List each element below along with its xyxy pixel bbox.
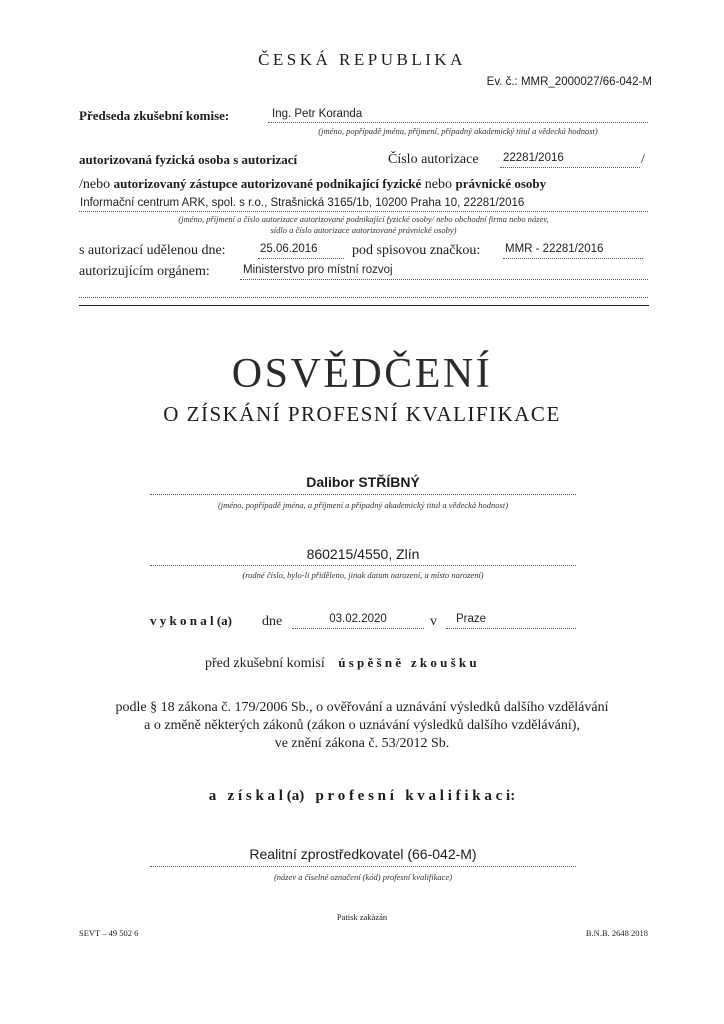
chair-label: Předseda zkušební komise:	[79, 108, 230, 123]
firm-note-line-2: sídlo a číslo autorizace autorizované právnické osoby)	[270, 225, 457, 235]
authorizing-body-label: autorizujícím orgánem:	[79, 264, 210, 279]
chair-note: (jméno, popřípadě jména, příjmení, případný akademický titul a vědecká hodnost)	[318, 126, 598, 136]
certificate-subtitle: O ZÍSKÁNÍ PROFESNÍ KVALIFIKACE	[163, 402, 561, 426]
certificate-title: OSVĚDČENÍ	[231, 351, 493, 397]
exam-date: 03.02.2020	[329, 613, 387, 625]
holder-note: (jméno, popřípadě jména, a příjmení a případný akademický titul a vědecká hodnost)	[217, 500, 509, 510]
law-line-2: a o změně některých zákonů (zákon o uznávání výsledků dalšího vzdělávání),	[144, 718, 580, 733]
chair-name: Ing. Petr Koranda	[272, 108, 363, 120]
chair-dotted-line	[268, 122, 648, 123]
alternative-bold-1: autorizovaný zástupce autorizované podnikající fyzické	[113, 176, 422, 191]
exam-place-dotted-line	[446, 628, 576, 629]
authorized-person-label: autorizovaná fyzická osoba s autorizací	[79, 152, 298, 167]
slash: /	[641, 152, 645, 167]
exam-line	[205, 655, 477, 672]
granted-date: 25.06.2016	[260, 243, 318, 255]
bnb-code: B.N.B. 2648 2018	[585, 928, 648, 938]
holder-dotted-line	[150, 494, 576, 495]
acquired-label: a z í s k a l (a) p r o f e s n í k v a l i f i k a c i:	[208, 788, 516, 804]
birth-note: (rodné číslo, bylo-li přiděleno, jinak datum narození, a místo narození)	[242, 570, 484, 580]
date-label: dne	[262, 614, 283, 629]
exam-date-dotted-line	[292, 628, 424, 629]
alternative-line	[79, 176, 546, 193]
header-separator	[79, 305, 649, 306]
birth-dotted-line	[150, 565, 576, 566]
exam-text: před zkušební komisí	[205, 656, 325, 671]
performed-label: v y k o n a l (a)	[150, 613, 232, 628]
evidence-number: Ev. č.: MMR_2000027/66-042-M	[486, 76, 652, 88]
alternative-mid: nebo	[421, 177, 456, 192]
law-line-3: ve znění zákona č. 53/2012 Sb.	[274, 736, 450, 751]
extra-dotted-line	[79, 297, 648, 298]
birth-value: 860215/4550, Zlín	[306, 546, 420, 562]
firm-note-line-1: (jméno, příjmení a číslo autorizace autorizované podnikající fyzické osoby/ nebo obchodní firma nebo název,	[178, 214, 549, 224]
sevt-code: SEVT – 49 502 6	[79, 928, 139, 938]
firm-dotted-line	[79, 211, 648, 212]
firm-value: Informační centrum ARK, spol. s r.o., Strašnická 3165/1b, 10200 Praha 10, 22281/2016	[80, 197, 525, 209]
country-heading: ČESKÁ REPUBLIKA	[258, 50, 466, 69]
exam-place: Praze	[456, 613, 487, 625]
granted-label: s autorizací udělenou dne:	[79, 243, 226, 258]
authorization-number-label: Číslo autorizace	[388, 152, 479, 167]
granted-dotted-line	[258, 258, 344, 259]
reprint-notice: Patisk zakázán	[336, 912, 388, 922]
alternative-prefix: /nebo	[79, 177, 114, 192]
place-label: v	[430, 614, 437, 629]
qualification-dotted-line	[150, 866, 576, 867]
authorizing-body-dotted-line	[240, 279, 648, 280]
authorizing-body-value: Ministerstvo pro místní rozvoj	[243, 264, 393, 276]
alternative-bold-2: právnické osoby	[455, 176, 547, 191]
authorization-number-dotted-line	[500, 167, 640, 168]
exam-result: ú s p ě š n ě z k o u š k u	[338, 655, 477, 670]
law-line-1: podle § 18 zákona č. 179/2006 Sb., o ověřování a uznávání výsledků dalšího vzdělávání	[115, 700, 609, 715]
holder-name: Dalibor STŘÍBNÝ	[306, 474, 420, 490]
authorization-number-value: 22281/2016	[503, 152, 564, 164]
file-number: MMR - 22281/2016	[505, 243, 604, 255]
qualification-note: (název a číselné označení (kód) profesní kvalifikace)	[273, 872, 453, 882]
qualification-value: Realitní zprostředkovatel (66-042-M)	[249, 846, 477, 862]
file-dotted-line	[503, 258, 643, 259]
file-label: pod spisovou značkou:	[352, 243, 481, 258]
